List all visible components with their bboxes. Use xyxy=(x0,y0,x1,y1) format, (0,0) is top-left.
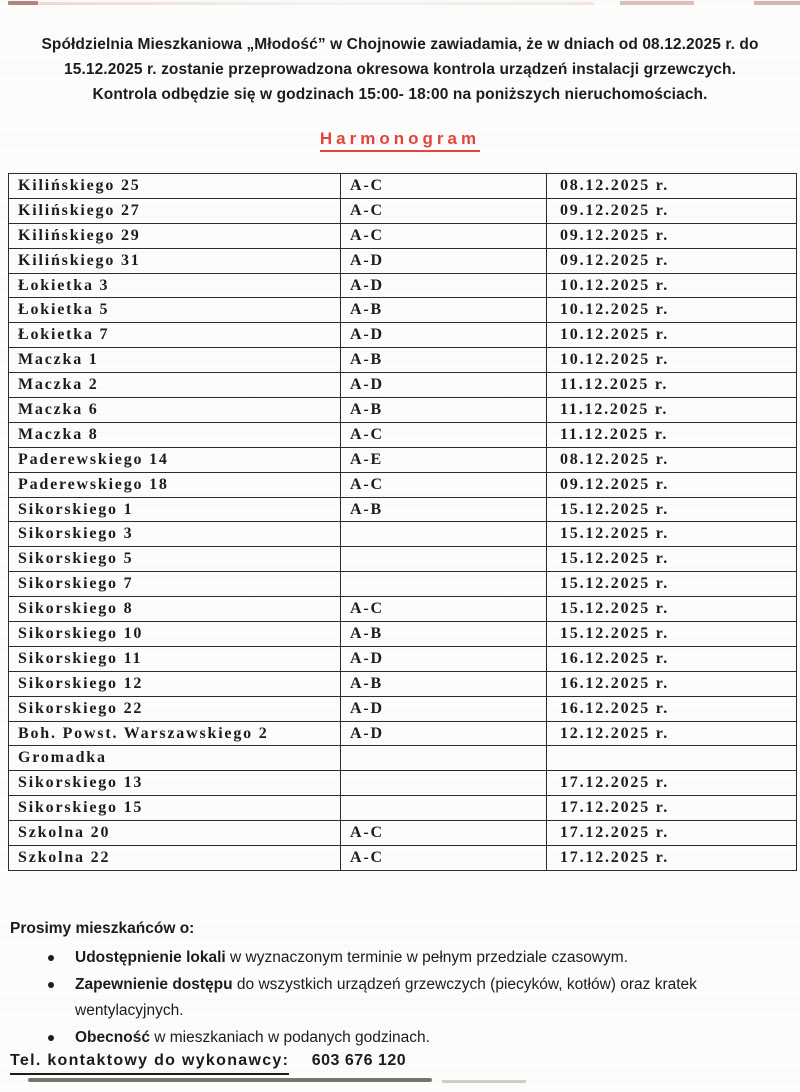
request-rest: w mieszkaniach w podanych godzinach. xyxy=(149,1029,430,1046)
cell-staircases: A-C xyxy=(341,174,547,199)
cell-staircases: A-D xyxy=(341,646,547,671)
requests-intro: Prosimy mieszkańców o: xyxy=(10,920,195,937)
bullet-icon xyxy=(48,955,54,961)
cell-date: 10.12.2025 r. xyxy=(547,273,797,298)
table-row xyxy=(9,646,797,671)
notice-line-3: Kontrola odbędzie się w godzinach 15:00- 18:00 na poniższych nieruchomościach. xyxy=(92,86,708,103)
request-lead: Zapewnienie dostępu xyxy=(75,976,233,993)
cell-staircases: A-B xyxy=(341,622,547,647)
cell-date: 09.12.2025 r. xyxy=(547,472,797,497)
list-item xyxy=(10,945,782,971)
cell-date: 11.12.2025 r. xyxy=(547,422,797,447)
cell-address: Paderewskiego 18 xyxy=(9,472,341,497)
cell-staircases: A-C xyxy=(341,821,547,846)
cell-address: Sikorskiego 1 xyxy=(9,497,341,522)
cell-address: Sikorskiego 8 xyxy=(9,597,341,622)
table-row xyxy=(9,696,797,721)
scan-artifact-top-corner xyxy=(754,1,800,5)
cell-date: 15.12.2025 r. xyxy=(547,572,797,597)
cell-staircases: A-C xyxy=(341,223,547,248)
list-item xyxy=(10,1025,782,1051)
cell-staircases: A-B xyxy=(341,298,547,323)
cell-date: 16.12.2025 r. xyxy=(547,646,797,671)
table-row xyxy=(9,348,797,373)
scan-artifact-bottom-smear xyxy=(442,1080,526,1083)
cell-address: Sikorskiego 5 xyxy=(9,547,341,572)
cell-date: 09.12.2025 r. xyxy=(547,248,797,273)
cell-staircases: A-C xyxy=(341,422,547,447)
table-row xyxy=(9,248,797,273)
cell-address: Szkolna 20 xyxy=(9,821,341,846)
cell-address: Sikorskiego 10 xyxy=(9,622,341,647)
cell-date: 11.12.2025 r. xyxy=(547,398,797,423)
cell-date: 09.12.2025 r. xyxy=(547,223,797,248)
notice-paragraph xyxy=(38,32,762,107)
contact-phone-number: 603 676 120 xyxy=(311,1052,407,1069)
requests-list xyxy=(10,945,782,1051)
cell-staircases: A-C xyxy=(341,597,547,622)
cell-address: Gromadka xyxy=(9,746,341,771)
cell-address: Kilińskiego 27 xyxy=(9,198,341,223)
cell-address: Łokietka 5 xyxy=(9,298,341,323)
cell-date: 08.12.2025 r. xyxy=(547,174,797,199)
contact-line xyxy=(10,1052,406,1075)
cell-date: 09.12.2025 r. xyxy=(547,198,797,223)
cell-staircases: A-D xyxy=(341,696,547,721)
bullet-icon xyxy=(48,982,54,988)
table-row xyxy=(9,198,797,223)
cell-date: 17.12.2025 r. xyxy=(547,846,797,871)
cell-staircases: A-B xyxy=(341,497,547,522)
notice-line-1: Spółdzielnia Mieszkaniowa „Młodość” w Chojnowie zawiadamia, że w dniach od 08.12.2025 r. do xyxy=(41,36,759,53)
table-row xyxy=(9,746,797,771)
cell-address: Sikorskiego 3 xyxy=(9,522,341,547)
cell-staircases: A-D xyxy=(341,273,547,298)
table-row xyxy=(9,472,797,497)
table-row xyxy=(9,373,797,398)
cell-address: Maczka 1 xyxy=(9,348,341,373)
cell-address: Łokietka 3 xyxy=(9,273,341,298)
cell-staircases xyxy=(341,746,547,771)
cell-address: Szkolna 22 xyxy=(9,846,341,871)
table-row xyxy=(9,721,797,746)
table-row xyxy=(9,323,797,348)
cell-address: Sikorskiego 11 xyxy=(9,646,341,671)
table-row xyxy=(9,522,797,547)
cell-staircases: A-D xyxy=(341,373,547,398)
cell-address: Maczka 6 xyxy=(9,398,341,423)
scan-artifact-top-left xyxy=(8,1,38,5)
cell-address: Kilińskiego 25 xyxy=(9,174,341,199)
cell-date: 16.12.2025 r. xyxy=(547,696,797,721)
schedule-heading-text: Harmonogram xyxy=(320,129,480,152)
request-lead: Udostępnienie lokali xyxy=(75,949,226,966)
schedule-table-body xyxy=(9,174,797,871)
cell-date: 15.12.2025 r. xyxy=(547,547,797,572)
table-row xyxy=(9,298,797,323)
schedule-table xyxy=(8,173,797,871)
cell-staircases xyxy=(341,522,547,547)
table-row xyxy=(9,422,797,447)
cell-date: 15.12.2025 r. xyxy=(547,622,797,647)
table-row xyxy=(9,821,797,846)
cell-date: 15.12.2025 r. xyxy=(547,597,797,622)
bullet-icon xyxy=(48,1035,54,1041)
cell-staircases xyxy=(341,572,547,597)
cell-date: 15.12.2025 r. xyxy=(547,522,797,547)
cell-address: Sikorskiego 13 xyxy=(9,771,341,796)
cell-staircases: A-C xyxy=(341,198,547,223)
table-row xyxy=(9,771,797,796)
cell-address: Sikorskiego 7 xyxy=(9,572,341,597)
cell-date: 17.12.2025 r. xyxy=(547,821,797,846)
contact-label: Tel. kontaktowy do wykonawcy: xyxy=(10,1052,289,1075)
table-row xyxy=(9,846,797,871)
cell-date: 16.12.2025 r. xyxy=(547,671,797,696)
table-row xyxy=(9,547,797,572)
cell-address: Paderewskiego 14 xyxy=(9,447,341,472)
cell-staircases: A-D xyxy=(341,248,547,273)
table-row xyxy=(9,597,797,622)
request-lead: Obecność xyxy=(75,1029,150,1046)
request-rest: w wyznaczonym terminie w pełnym przedziale czasowym. xyxy=(225,949,629,966)
notice-line-2: 15.12.2025 r. zostanie przeprowadzona okresowa kontrola urządzeń instalacji grzewczych. xyxy=(64,61,736,78)
cell-date: 10.12.2025 r. xyxy=(547,323,797,348)
table-row xyxy=(9,223,797,248)
cell-address: Sikorskiego 12 xyxy=(9,671,341,696)
scan-artifact-bottom-bar xyxy=(28,1078,432,1082)
table-row xyxy=(9,398,797,423)
table-row xyxy=(9,796,797,821)
cell-date xyxy=(547,746,797,771)
cell-date: 10.12.2025 r. xyxy=(547,348,797,373)
cell-staircases: A-C xyxy=(341,846,547,871)
cell-date: 12.12.2025 r. xyxy=(547,721,797,746)
cell-staircases: A-E xyxy=(341,447,547,472)
cell-date: 15.12.2025 r. xyxy=(547,497,797,522)
cell-address: Boh. Powst. Warszawskiego 2 xyxy=(9,721,341,746)
request-rest: do wszystkich urządzeń grzewczych (piecyków, kotłów) oraz kratek wentylacyjnych. xyxy=(75,976,697,1019)
table-row xyxy=(9,497,797,522)
list-item xyxy=(10,972,782,1024)
cell-date: 10.12.2025 r. xyxy=(547,298,797,323)
cell-staircases: A-D xyxy=(341,721,547,746)
cell-address: Kilińskiego 29 xyxy=(9,223,341,248)
cell-address: Sikorskiego 15 xyxy=(9,796,341,821)
cell-staircases: A-B xyxy=(341,398,547,423)
cell-staircases: A-B xyxy=(341,348,547,373)
scan-artifact-top-smear xyxy=(34,2,594,5)
cell-staircases: A-C xyxy=(341,472,547,497)
cell-staircases xyxy=(341,547,547,572)
cell-address: Kilińskiego 31 xyxy=(9,248,341,273)
schedule-heading xyxy=(0,129,800,152)
cell-staircases xyxy=(341,796,547,821)
requests-section xyxy=(10,916,782,1052)
cell-address: Sikorskiego 22 xyxy=(9,696,341,721)
table-row xyxy=(9,572,797,597)
cell-address: Maczka 2 xyxy=(9,373,341,398)
table-row xyxy=(9,174,797,199)
cell-date: 11.12.2025 r. xyxy=(547,373,797,398)
table-row xyxy=(9,671,797,696)
cell-date: 17.12.2025 r. xyxy=(547,771,797,796)
cell-staircases: A-D xyxy=(341,323,547,348)
cell-staircases: A-B xyxy=(341,671,547,696)
table-row xyxy=(9,622,797,647)
cell-date: 17.12.2025 r. xyxy=(547,796,797,821)
cell-address: Łokietka 7 xyxy=(9,323,341,348)
table-row xyxy=(9,447,797,472)
cell-staircases xyxy=(341,771,547,796)
cell-date: 08.12.2025 r. xyxy=(547,447,797,472)
scan-artifact-top-right xyxy=(620,1,694,5)
table-row xyxy=(9,273,797,298)
cell-address: Maczka 8 xyxy=(9,422,341,447)
